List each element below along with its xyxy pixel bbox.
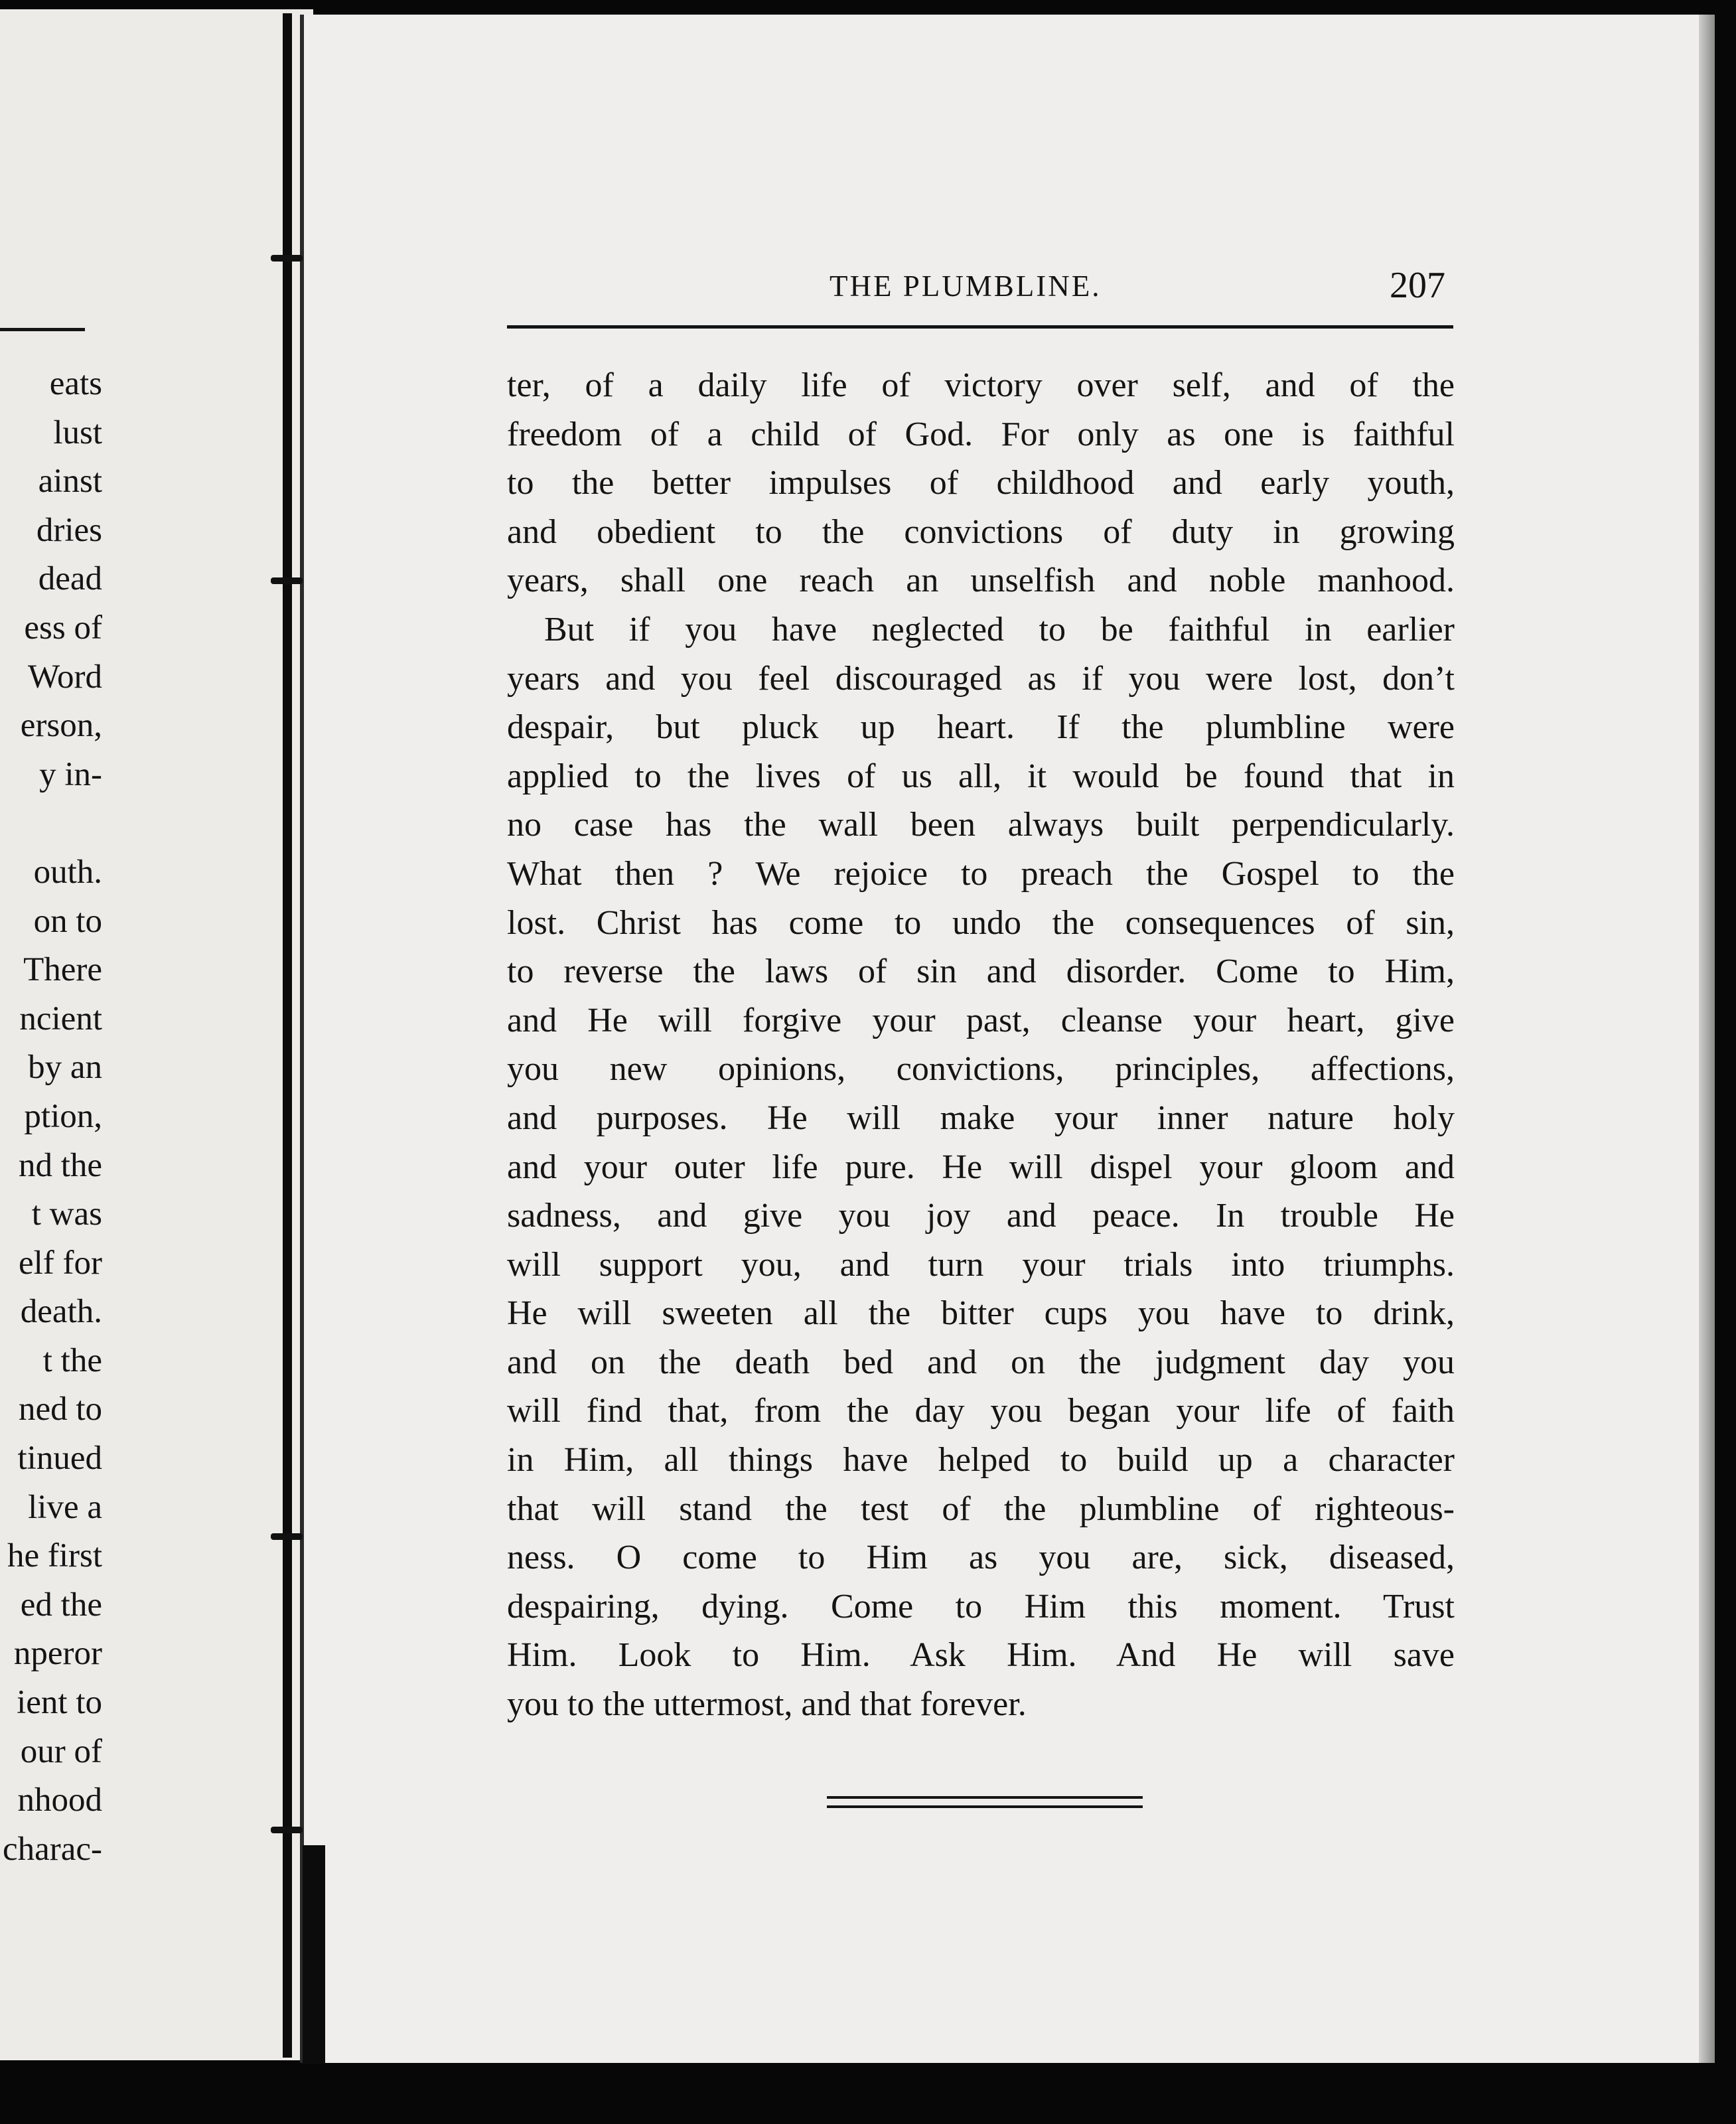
binding-gutter <box>283 13 292 2058</box>
binding-stitch <box>271 577 303 584</box>
left-line: eats <box>49 365 102 402</box>
header-rule <box>507 325 1453 329</box>
binding-stitch <box>271 1533 303 1540</box>
text-line: despair, but pluck up heart. If the plumbline were <box>507 708 1455 747</box>
left-line <box>3 799 102 848</box>
text-line: and obedient to the convictions of duty in growing <box>507 512 1455 551</box>
left-line: lust <box>53 414 102 451</box>
left-line: outh. <box>33 853 102 891</box>
left-line: on to <box>33 902 102 940</box>
left-line: ed the <box>20 1586 102 1624</box>
left-page-text <box>3 360 102 1874</box>
left-page <box>0 9 313 2060</box>
text-line: to reverse the laws of sin and disorder. Come to Him, <box>507 952 1455 991</box>
text-line: applied to the lives of us all, it would be found that in <box>507 757 1455 795</box>
left-line: live a <box>28 1488 102 1526</box>
page-number: 207 <box>1390 265 1445 306</box>
text-line: will support you, and turn your trials into triumphs. <box>507 1245 1455 1284</box>
text-line: you to the uttermost, and that forever. <box>507 1685 1027 1724</box>
left-line: erson, <box>20 707 102 745</box>
end-rule-bottom <box>827 1805 1143 1808</box>
left-line: ainst <box>38 463 102 500</box>
left-line: ient to <box>17 1684 102 1722</box>
body-text <box>507 361 1455 1729</box>
left-line: by an <box>28 1049 102 1087</box>
text-line: sadness, and give you joy and peace. In trouble He <box>507 1197 1455 1235</box>
text-line: despairing, dying. Come to Him this moment. Trust <box>507 1587 1455 1626</box>
text-line: and your outer life pure. He will dispel your gloom and <box>507 1148 1455 1186</box>
left-line: t was <box>31 1195 102 1233</box>
text-line: What then ? We rejoice to preach the Gospel to the <box>507 854 1455 893</box>
text-line: He will sweeten all the bitter cups you have to drink, <box>507 1294 1455 1333</box>
text-line: in Him, all things have helped to build up a character <box>507 1441 1455 1479</box>
left-line: nhood <box>17 1782 102 1819</box>
left-line: ption, <box>24 1097 102 1135</box>
left-line: tinued <box>17 1440 102 1478</box>
text-line: years, shall one reach an unselfish and noble manhood. <box>507 562 1455 600</box>
left-line: our of <box>20 1732 102 1770</box>
text-line: ter, of a daily life of victory over self, and of the <box>507 366 1455 404</box>
binding-gutter-lower <box>303 1845 325 2064</box>
text-line: that will stand the test of the plumbline of righteous- <box>507 1489 1455 1528</box>
left-page-rule <box>0 328 85 331</box>
binding-stitch <box>271 1827 303 1833</box>
text-line: will find that, from the day you began your life of faith <box>507 1392 1455 1430</box>
text-line: no case has the wall been always built perpendicularly. <box>507 806 1455 844</box>
left-line: ncient <box>19 1000 102 1037</box>
running-head: THE PLUMBLINE. <box>830 269 1102 303</box>
page-edge <box>1699 15 1715 2063</box>
left-line: dries <box>36 511 102 549</box>
left-line: elf for <box>18 1244 102 1282</box>
text-line: lost. Christ has come to undo the consequences of sin, <box>507 903 1455 942</box>
text-line: ness. O come to Him as you are, sick, diseased, <box>507 1539 1455 1577</box>
text-line: years and you feel discouraged as if you were lost, don’t <box>507 659 1455 698</box>
text-line: and He will forgive your past, cleanse your heart, give <box>507 1001 1455 1039</box>
text-line: and on the death bed and on the judgment day you <box>507 1343 1455 1381</box>
text-line: you new opinions, convictions, principles, affections, <box>507 1050 1455 1089</box>
end-rule-top <box>827 1796 1143 1799</box>
left-line: ned to <box>18 1391 102 1428</box>
text-line: freedom of a child of God. For only as one is faithful <box>507 415 1455 453</box>
text-line: and purposes. He will make your inner nature holy <box>507 1099 1455 1137</box>
left-line: Word <box>27 658 102 696</box>
left-line: charac- <box>2 1830 102 1868</box>
left-line: There <box>23 951 102 989</box>
binding-stitch <box>271 255 303 262</box>
left-line: ess of <box>24 609 102 646</box>
left-line: nd the <box>18 1146 102 1184</box>
left-line: he first <box>7 1537 102 1575</box>
text-line: But if you have neglected to be faithful in earlier <box>544 610 1455 648</box>
left-line: nperor <box>13 1635 102 1673</box>
left-line: y in- <box>39 755 102 793</box>
left-line: death. <box>20 1293 102 1331</box>
left-line: t the <box>42 1341 102 1379</box>
left-line: dead <box>38 560 102 598</box>
text-line: Him. Look to Him. Ask Him. And He will save <box>507 1636 1455 1675</box>
text-line: to the better impulses of childhood and early youth, <box>507 464 1455 502</box>
